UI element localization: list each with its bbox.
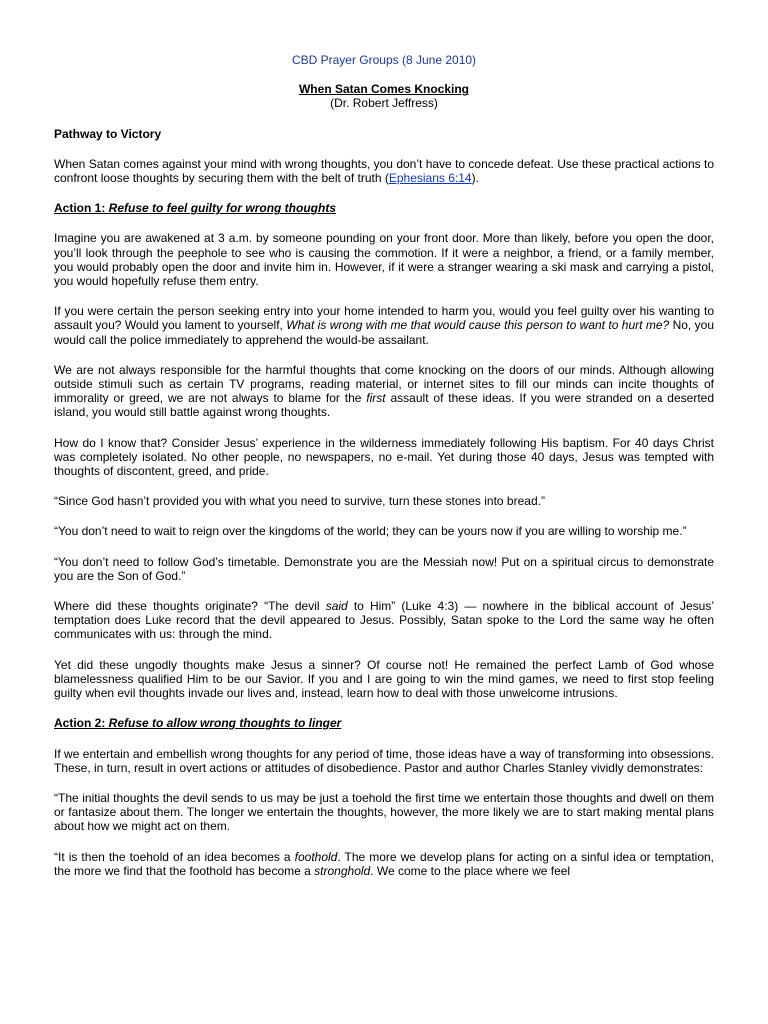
p3-text-end: assault of these ideas. If you were stranded on a deserted island, you would still battle against wrong thoughts. <box>54 391 714 420</box>
document-body <box>54 53 714 878</box>
action-2-heading <box>54 716 714 730</box>
p9-italic-2: stronghold <box>314 863 371 878</box>
intro-paragraph <box>54 157 714 185</box>
p2-text: If you were certain the person seeking entry into your home intended to harm you, would you feel guilty over his wanting to assault you? Would you lament to yourself, <box>54 304 714 333</box>
paragraph-4: How do I know that? Consider Jesus’ experience in the wilderness immediately following His baptism. For 40 days Christ was completely isolated. No other people, no newspapers, no e-mail. Yet during those 40 days, Jesus was tempted with thoughts of discontent, greed, and pride. <box>54 435 714 479</box>
section-heading: Pathway to Victory <box>54 126 162 141</box>
title-text: When Satan Comes Knocking <box>298 82 470 97</box>
author-line: (Dr. Robert Jeffress) <box>330 96 438 111</box>
p3-italic: first <box>366 391 386 406</box>
paragraph-9 <box>54 850 714 878</box>
paragraph-5 <box>54 599 714 642</box>
action-2-prefix: Action 2: <box>54 716 109 731</box>
p9-text-end: . We come to the place where we feel <box>370 863 571 878</box>
p3-text: We are not always responsible for the harmful thoughts that come knocking on the doors of our minds. Although allowing outside stimuli such as certain TV programs, reading material, or internet sites to fill our minds can incite thoughts of immorality or greed, we are not always to blame for the <box>54 362 714 406</box>
action-1-prefix: Action 1: <box>54 201 109 216</box>
p9-text: “It is then the toehold of an idea becomes a <box>54 849 295 864</box>
quote-3: “You don’t need to follow God’s timetable. Demonstrate you are the Messiah now! Put on a spiritual circus to demonstrate you are the Son of God.” <box>54 554 714 583</box>
paragraph-2 <box>54 304 714 347</box>
intro-text-end: ). <box>471 171 479 186</box>
paragraph-7: If we entertain and embellish wrong thoughts for any period of time, those ideas have a way of transforming into obsessions. These, in turn, result in overt actions or attitudes of disobedience. Pastor and author Charles Stanley vividly demonstrates: <box>54 746 714 775</box>
group-line: CBD Prayer Groups (8 June 2010) <box>291 53 477 67</box>
p9-italic-1: foothold <box>294 849 338 864</box>
p5-text: Where did these thoughts originate? “The devil <box>54 599 326 614</box>
paragraph-6: Yet did these ungodly thoughts make Jesus a sinner? Of course not! He remained the perfect Lamb of God whose blamelessness qualified Him to be our Savior. If you and I are going to win the mind games, we need to first stop feeling guilty when evil thoughts invade our lives and, instead, learn how to deal with those unwelcome intrusions. <box>54 657 714 701</box>
paragraph-8: “The initial thoughts the devil sends to us may be just a toehold the first time we entertain those thoughts and dwell on them or fantasize about them. The longer we entertain the thoughts, however, the more likely we are to start making mental plans about how we might act on them. <box>54 790 714 834</box>
action-1-heading <box>54 201 714 215</box>
scripture-link[interactable]: Ephesians 6:14 <box>388 171 472 186</box>
quote-2: “You don’t need to wait to reign over the kingdoms of the world; they can be yours now if you are willing to worship me.” <box>54 524 687 539</box>
quote-1: “Since God hasn’t provided you with what you need to survive, turn these stones into bread.” <box>54 494 545 509</box>
p2-text-end: No, you would call the police immediately to apprehend the would-be assailant. <box>54 318 714 347</box>
paragraph-3 <box>54 363 714 420</box>
p5-italic: said <box>325 599 348 614</box>
p5-text-end: to Him” (Luke 4:3) — nowhere in the biblical account of Jesus’ temptation does Luke record that the devil appeared to Jesus. Possibly, Satan spoke to the Lord the same way he often communicates with us: through the mind. <box>54 599 715 642</box>
p9-text-mid: . The more we develop plans for acting on a sinful idea or temptation, the more we find that the foothold has become a <box>54 849 715 878</box>
p2-italic: What is wrong with me that would cause this person to want to hurt me? <box>286 318 670 333</box>
intro-text: When Satan comes against your mind with wrong thoughts, you don’t have to concede defeat. Use these practical actions to confront loose thoughts by securing them with the belt of truth ( <box>54 156 714 186</box>
document-title <box>54 82 714 96</box>
action-2-title: Refuse to allow wrong thoughts to linger <box>108 716 342 731</box>
action-1-title: Refuse to feel guilty for wrong thoughts <box>108 201 336 216</box>
paragraph-1: Imagine you are awakened at 3 a.m. by someone pounding on your front door. More than likely, before you open the door, you’ll look through the peephole to see who is causing the commotion. If it were a neighbor, a friend, or a family member, you would probably open the door and invite him in. However, if it were a stranger wearing a ski mask and carrying a pistol, you would hopefully refuse them entry. <box>54 231 714 289</box>
